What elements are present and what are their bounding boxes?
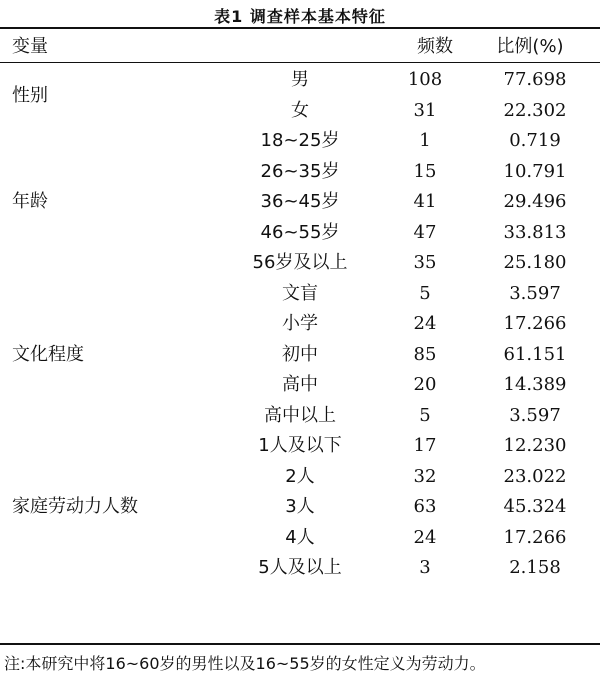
row-label: 女 bbox=[291, 99, 309, 121]
row-label: 小学 bbox=[282, 313, 318, 334]
row-percent: 17.266 bbox=[503, 526, 567, 548]
row-label: 46~55岁 bbox=[260, 221, 340, 243]
row-label: 4人 bbox=[285, 526, 315, 548]
row-frequency: 31 bbox=[413, 99, 437, 121]
row-label: 1人及以下 bbox=[258, 435, 342, 456]
row-percent: 23.022 bbox=[503, 465, 567, 487]
row-percent: 2.158 bbox=[509, 557, 561, 578]
row-frequency: 3 bbox=[419, 557, 431, 578]
row-label: 高中以上 bbox=[264, 404, 336, 426]
bottom-rule bbox=[0, 643, 600, 645]
row-label: 2人 bbox=[285, 465, 315, 487]
row-percent: 14.389 bbox=[503, 374, 567, 395]
top-rule bbox=[0, 27, 600, 29]
row-frequency: 17 bbox=[413, 435, 437, 456]
row-frequency: 20 bbox=[413, 374, 437, 395]
header-frequency: 频数 bbox=[417, 36, 453, 57]
row-frequency: 24 bbox=[413, 526, 437, 548]
row-percent: 77.698 bbox=[503, 69, 567, 90]
row-frequency: 15 bbox=[413, 160, 437, 182]
row-percent: 33.813 bbox=[503, 221, 567, 243]
category-label: 年龄 bbox=[12, 191, 48, 213]
row-percent: 10.791 bbox=[503, 160, 567, 182]
row-label: 男 bbox=[291, 69, 309, 90]
row-percent: 3.597 bbox=[509, 404, 561, 426]
row-label: 36~45岁 bbox=[260, 191, 340, 212]
row-label: 文盲 bbox=[282, 282, 318, 304]
row-label: 26~35岁 bbox=[260, 160, 340, 182]
row-label: 56岁及以上 bbox=[252, 252, 348, 273]
row-percent: 3.597 bbox=[509, 282, 561, 304]
category-label: 文化程度 bbox=[12, 343, 84, 365]
category-label: 性别 bbox=[12, 84, 48, 106]
row-frequency: 108 bbox=[407, 69, 443, 90]
row-frequency: 24 bbox=[413, 313, 437, 334]
row-label: 5人及以上 bbox=[258, 557, 342, 578]
row-frequency: 32 bbox=[413, 465, 437, 487]
row-percent: 25.180 bbox=[503, 252, 567, 273]
row-frequency: 35 bbox=[413, 252, 437, 273]
row-frequency: 41 bbox=[413, 191, 437, 212]
row-label: 高中 bbox=[282, 374, 318, 395]
row-label: 18~25岁 bbox=[260, 130, 340, 151]
row-frequency: 85 bbox=[413, 343, 437, 365]
header-percent: 比例(%) bbox=[496, 36, 564, 57]
row-frequency: 47 bbox=[413, 221, 437, 243]
row-label: 3人 bbox=[285, 496, 315, 517]
row-frequency: 5 bbox=[419, 282, 431, 304]
row-frequency: 5 bbox=[419, 404, 431, 426]
header-rule bbox=[0, 62, 600, 63]
row-percent: 29.496 bbox=[503, 191, 567, 212]
row-percent: 0.719 bbox=[509, 130, 561, 151]
category-label: 家庭劳动力人数 bbox=[12, 496, 138, 518]
row-percent: 45.324 bbox=[503, 496, 567, 517]
row-percent: 22.302 bbox=[503, 99, 567, 121]
row-percent: 12.230 bbox=[503, 435, 567, 456]
row-frequency: 63 bbox=[413, 496, 437, 517]
row-label: 初中 bbox=[282, 343, 318, 365]
table-note: 注:本研究中将16~60岁的男性以及16~55岁的女性定义为劳动力。 bbox=[4, 654, 486, 673]
row-percent: 17.266 bbox=[503, 313, 567, 334]
table-title: 表1 调查样本基本特征 bbox=[214, 7, 386, 26]
header-variable: 变量 bbox=[12, 36, 48, 57]
row-frequency: 1 bbox=[419, 130, 431, 151]
row-percent: 61.151 bbox=[503, 343, 567, 365]
